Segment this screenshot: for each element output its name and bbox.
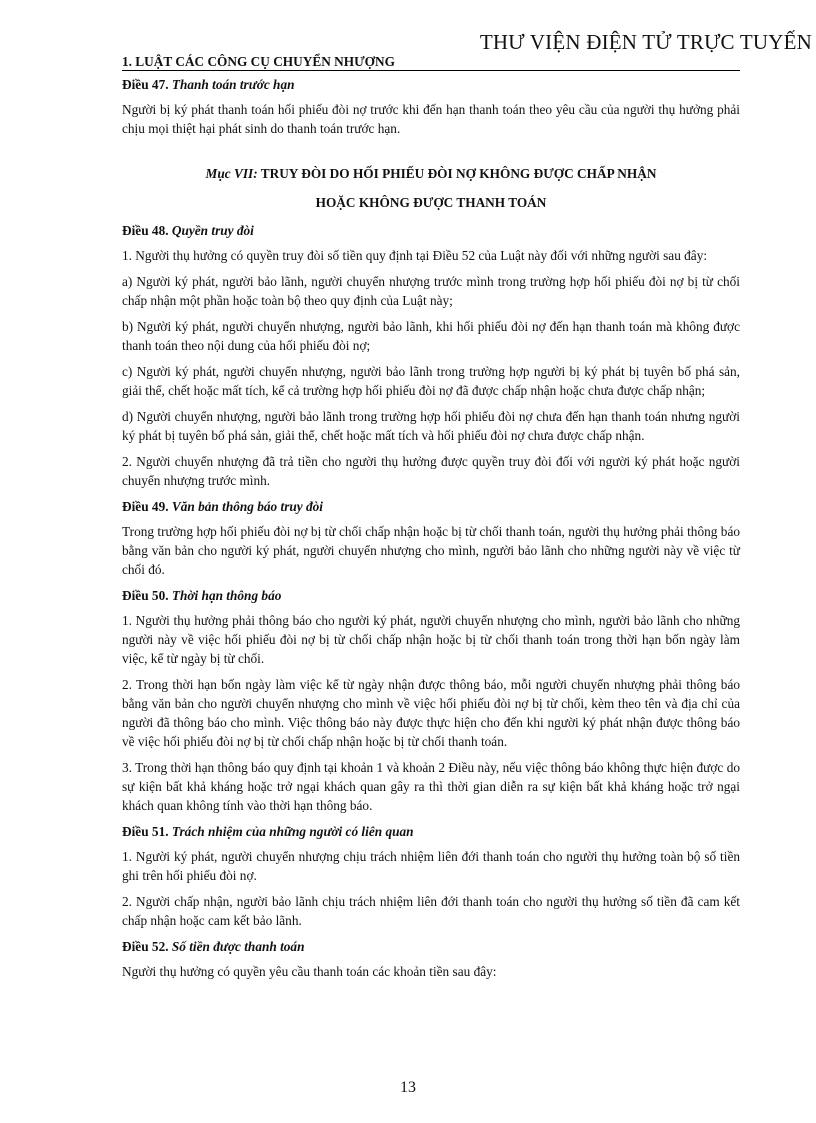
article-48-paragraph: 1. Người thụ hưởng có quyền truy đòi số tiền quy định tại Điều 52 của Luật này đối với những người sau đây:	[122, 248, 708, 263]
page-number: 13	[400, 1079, 416, 1096]
article-50-paragraph: 2. Trong thời hạn bốn ngày làm việc kể từ ngày nhận được thông báo, mỗi người chuyển nhượng phải thông báo bằng văn bản cho người chuyển nhượng cho mình về việc hối phiếu đòi nợ bị từ chối, kèm theo tên và địa chỉ của người đã thông báo cho mình. Việc thông báo này được thực hiện cho đến khi người ký phát nhận được thông báo về việc hối phiếu đòi nợ bị từ chối chấp nhận hoặc bị từ chối thanh toán.	[122, 677, 740, 749]
article-label: Điều 51.	[122, 824, 169, 839]
chapter-heading: 1. LUẬT CÁC CÔNG CỤ CHUYỂN NHƯỢNG	[122, 55, 740, 71]
section-heading-line2: HOẶC KHÔNG ĐƯỢC THANH TOÁN	[315, 195, 547, 210]
article-title: Thanh toán trước hạn	[171, 77, 295, 92]
article-title: Quyền truy đòi	[171, 223, 254, 238]
article-label: Điều 52.	[122, 939, 169, 954]
article-51-paragraph: 2. Người chấp nhận, người bảo lãnh chịu trách nhiệm liên đới thanh toán cho người thụ hưởng số tiền đã cam kết chấp nhận hoặc cam kết bảo lãnh.	[122, 894, 740, 928]
section-heading-line1	[122, 164, 740, 183]
article-label: Điều 50.	[122, 588, 169, 603]
article-52-heading	[122, 937, 740, 956]
article-48-paragraph: 2. Người chuyển nhượng đã trả tiền cho người thụ hưởng được quyền truy đòi đối với người ký phát hoặc người chuyển nhượng trước mình.	[122, 454, 740, 488]
article-47-heading	[122, 75, 740, 94]
article-51-paragraph: 1. Người ký phát, người chuyển nhượng chịu trách nhiệm liên đới thanh toán cho người thụ hưởng toàn bộ số tiền ghi trên hối phiếu đòi nợ.	[122, 849, 740, 883]
article-label: Điều 48.	[122, 223, 169, 238]
article-48-heading	[122, 221, 740, 240]
library-banner: THƯ VIỆN ĐIỆN TỬ TRỰC TUYẾN	[479, 30, 812, 54]
document-body	[122, 75, 740, 988]
article-title: Thời hạn thông báo	[171, 588, 282, 603]
section-prefix: Mục VII:	[205, 166, 258, 181]
article-title: Văn bản thông báo truy đòi	[171, 499, 323, 514]
article-48-paragraph: b) Người ký phát, người chuyển nhượng, người bảo lãnh, khi hối phiếu đòi nợ đến hạn thanh toán mà không được thanh toán theo nội dung của hối phiếu đòi nợ;	[122, 319, 740, 353]
article-49-heading	[122, 497, 740, 516]
section-title: TRUY ĐÒI DO HỐI PHIẾU ĐÒI NỢ KHÔNG ĐƯỢC CHẤP NHẬN	[260, 166, 657, 181]
article-50-paragraph: 1. Người thụ hưởng phải thông báo cho người ký phát, người chuyển nhượng cho mình, người bảo lãnh cho những người này về việc hối phiếu đòi nợ bị từ chối chấp nhận hoặc bị từ chối thanh toán trong thời hạn bốn ngày làm việc, kể từ ngày bị từ chối.	[122, 613, 740, 666]
article-label: Điều 49.	[122, 499, 169, 514]
article-title: Số tiền được thanh toán	[171, 939, 305, 954]
article-51-heading	[122, 822, 740, 841]
article-48-paragraph: c) Người ký phát, người chuyển nhượng, người bảo lãnh trong trường hợp người bị ký phát bị tuyên bố phá sản, giải thể, chết hoặc mất tích, kể cả trường hợp hối phiếu đòi nợ đã được chấp nhận hoặc chưa được chấp nhận;	[122, 364, 740, 398]
article-49-paragraph: Trong trường hợp hối phiếu đòi nợ bị từ chối chấp nhận hoặc bị từ chối thanh toán, người thụ hưởng phải thông báo bằng văn bản cho người ký phát, người chuyển nhượng cho mình, người bảo lãnh cho những người này về việc từ chối đó.	[122, 524, 740, 577]
article-50-heading	[122, 586, 740, 605]
article-label: Điều 47.	[122, 77, 169, 92]
article-50-paragraph: 3. Trong thời hạn thông báo quy định tại khoản 1 và khoản 2 Điều này, nếu việc thông báo không thực hiện được do sự kiện bất khả kháng hoặc trở ngại khách quan gây ra thì thời gian diễn ra sự kiện bất khả kháng hoặc trở ngại khách quan không tính vào thời hạn thông báo.	[122, 760, 740, 813]
article-48-paragraph: a) Người ký phát, người bảo lãnh, người chuyển nhượng trước mình trong trường hợp hối phiếu đòi nợ bị từ chối chấp nhận một phần hoặc toàn bộ theo quy định của Luật này;	[122, 274, 740, 308]
article-47-paragraph: Người bị ký phát thanh toán hối phiếu đòi nợ trước khi đến hạn thanh toán theo yêu cầu của người thụ hưởng phải chịu mọi thiệt hại phát sinh do thanh toán trước hạn.	[122, 102, 740, 136]
article-title: Trách nhiệm của những người có liên quan	[171, 824, 414, 839]
article-52-paragraph: Người thụ hưởng có quyền yêu cầu thanh toán các khoản tiền sau đây:	[122, 964, 497, 979]
article-48-paragraph: d) Người chuyển nhượng, người bảo lãnh trong trường hợp hối phiếu đòi nợ chưa đến hạn thanh toán nhưng người ký phát bị tuyên bố phá sản, giải thể, chết hoặc mất tích và hối phiếu đòi nợ chưa được chấp nhận.	[122, 409, 740, 443]
